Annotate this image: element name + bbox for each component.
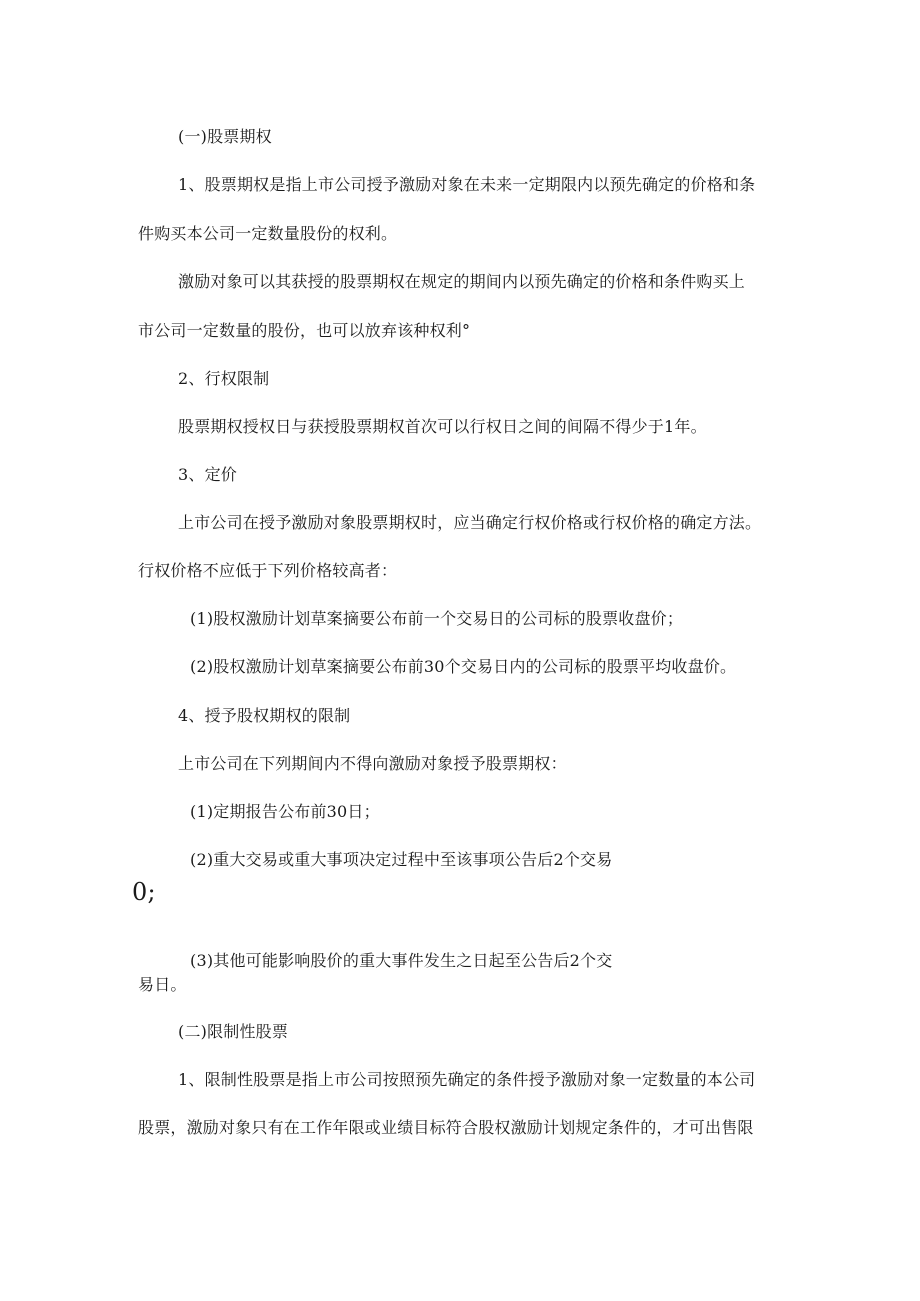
restriction-item-3-line-2: 易日。 — [138, 975, 187, 994]
paragraph-6-line-1: 1、限制性股票是指上市公司按照预先确定的条件授予激励对象一定数量的本公司 — [178, 1070, 756, 1089]
restriction-item-1: (1)定期报告公布前30日； — [190, 802, 380, 821]
pricing-item-2: (2)股权激励计划草案摘要公布前30个交易日内的公司标的股票平均收盘价。 — [190, 657, 737, 676]
paragraph-5: 上市公司在下列期间内不得向激励对象授予股票期权： — [178, 754, 567, 773]
paragraph-4-line-2: 行权价格不应低于下列价格较高者： — [138, 561, 398, 580]
paragraph-6-line-2: 股票，激励对象只有在工作年限或业绩目标符合股权激励计划规定条件的，才可出售限 — [138, 1118, 754, 1137]
paragraph-2-line-2: 市公司一定数量的股份，也可以放弃该种权利° — [138, 321, 471, 340]
paragraph-4-line-1: 上市公司在授予激励对象股票期权时，应当确定行权价格或行权价格的确定方法。 — [178, 513, 762, 532]
heading-exercise-restriction: 2、行权限制 — [178, 369, 270, 388]
paragraph-1-line-2: 件购买本公司一定数量股份的权利。 — [138, 224, 398, 243]
restriction-item-3-line-1: (3)其他可能影响股价的重大事件发生之日起至公告后2个交 — [190, 951, 613, 970]
restriction-item-2-tail: 0; — [132, 878, 156, 906]
paragraph-2-line-1: 激励对象可以其获授的股票期权在规定的期间内以预先确定的价格和条件购买上 — [178, 272, 746, 291]
heading-pricing: 3、定价 — [178, 465, 237, 484]
restriction-item-2: (2)重大交易或重大事项决定过程中至该事项公告后2个交易 — [190, 850, 613, 869]
section-heading-stock-options: (一)股票期权 — [178, 127, 272, 146]
heading-grant-restriction: 4、授予股权期权的限制 — [178, 706, 351, 725]
section-heading-restricted-stock: (二)限制性股票 — [178, 1022, 289, 1041]
pricing-item-1: (1)股权激励计划草案摘要公布前一个交易日的公司标的股票收盘价； — [190, 609, 684, 628]
paragraph-3: 股票期权授权日与获授股票期权首次可以行权日之间的间隔不得少于1年。 — [178, 417, 707, 436]
paragraph-1-line-1: 1、股票期权是指上市公司授予激励对象在未来一定期限内以预先确定的价格和条 — [178, 175, 756, 194]
